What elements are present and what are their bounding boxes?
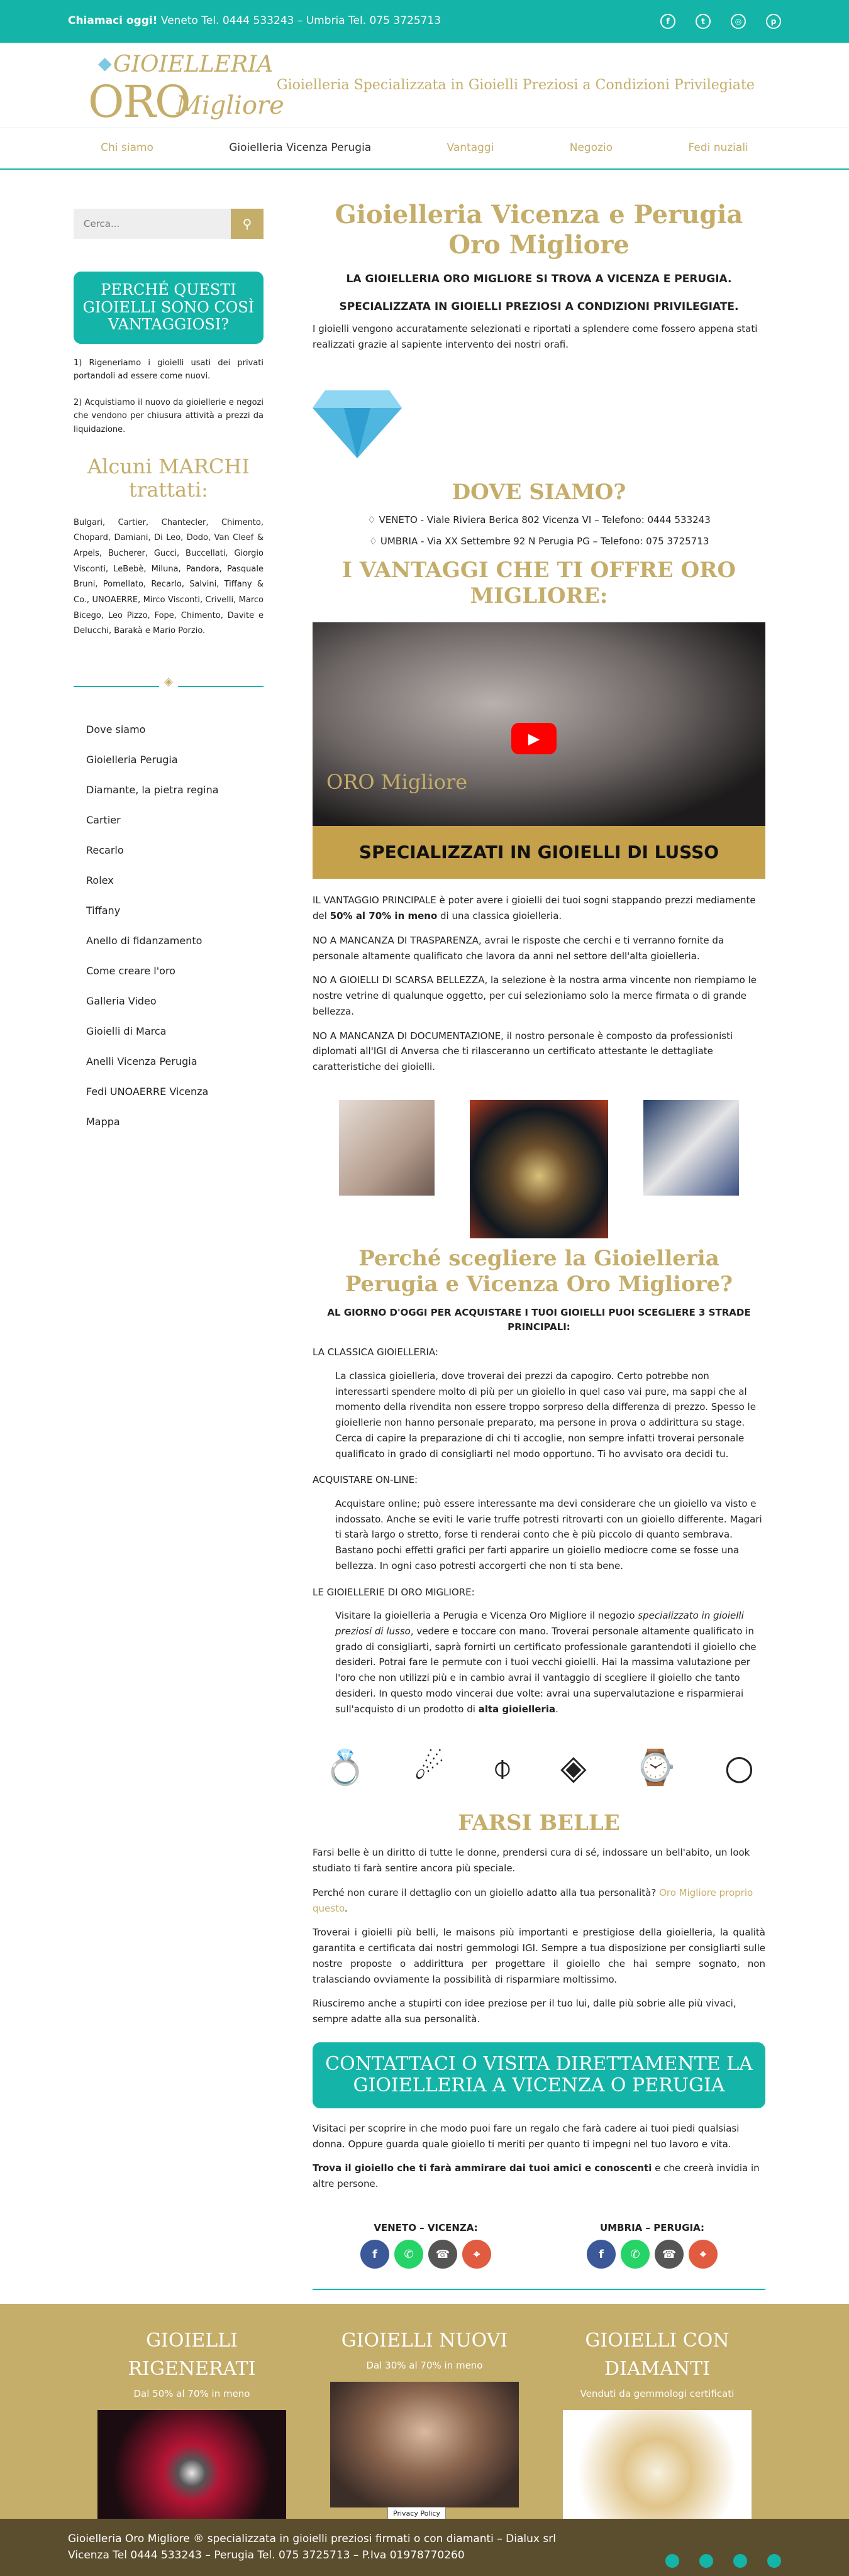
beauty-title: FARSI BELLE xyxy=(458,1810,620,1836)
oro-migliore-link[interactable]: Oro Migliore proprio questo xyxy=(313,1886,753,1914)
search-input[interactable] xyxy=(74,209,231,239)
menu-item[interactable]: Anelli Vicenza Perugia xyxy=(86,1055,197,1068)
menu-item[interactable]: Diamante, la pietra regina xyxy=(86,784,219,796)
pinterest-icon[interactable]: p xyxy=(766,14,781,29)
nav-chi-siamo[interactable]: Chi siamo xyxy=(101,141,153,155)
section-3-text: Visitare la gioielleria a Perugia e Vicenza Oro Migliore il negozio specializzato in gioielli preziosi di lusso, vedere e toccare con mano. Troverai personale altamente qualificato in grado di consigliarti, saprà fornirti un certificato professionale garantendoti il gioiello che desideri. Potrai fare le permute con i tuoi vecchi gioielli. Hai la massima valutazione per l'oro che non utilizzi più e in cambio avrai il vantaggio di scegliere il gioiello che tanto desideri. In questo modo vincerai due volte: avrai una supervalutazione e risparmierai sull'acquisto di un prodotto di alta gioielleria. xyxy=(335,1610,757,1715)
advantage-1: IL VANTAGGIO PRINCIPALE è poter avere i gioielli dei tuoi sogni stappando prezzi mediamente del 50% al 70% in meno di una classica gioielleria. xyxy=(313,894,756,922)
bottom-text-2: Vicenza Tel 0444 533243 – Perugia Tel. 075 3725713 – P.Iva 01978770260 xyxy=(68,2548,465,2562)
menu-item[interactable]: Fedi UNOAERRE Vicenza xyxy=(86,1086,209,1098)
promo-video[interactable] xyxy=(313,622,765,879)
menu-item[interactable]: Galleria Video xyxy=(86,995,157,1008)
phone-icon[interactable]: ☎ xyxy=(428,2240,457,2269)
section-3-title: LE GIOIELLERIE DI ORO MIGLIORE: xyxy=(313,1586,475,1598)
footer-promo xyxy=(0,2304,849,2519)
menu-item[interactable]: Dove siamo xyxy=(86,724,146,736)
contact-cta: CONTATTACI O VISITA DIRETTAMENTE LA GIOIELLERIA A VICENZA O PERUGIA xyxy=(313,2042,765,2108)
menu-item[interactable]: Gioielli di Marca xyxy=(86,1025,167,1038)
gem-necklace-icon: ◈ xyxy=(560,1748,587,1788)
menu-item[interactable]: Tiffany xyxy=(86,905,121,917)
why-box-title: PERCHÉ QUESTI GIOIELLI SONO COSÌ VANTAGGIOSI? xyxy=(74,272,264,344)
contact-veneto xyxy=(360,2221,491,2269)
why-choose-subtitle: AL GIORNO D'OGGI PER ACQUISTARE I TUOI GIOIELLI PUOI SCEGLIERE 3 STRADE PRINCIPALI: xyxy=(327,1307,751,1333)
why-reason-2: 2) Acquistiamo il nuovo da gioiellerie e negozi che vendono per chiusura attività a prezzi da liquidazione. xyxy=(74,397,264,434)
watch-icon: ⌚ xyxy=(634,1748,677,1788)
play-icon[interactable]: ▶ xyxy=(511,723,557,754)
facebook-icon[interactable]: f xyxy=(660,14,675,29)
beauty-text-3: Troverai i gioielli più belli, le maisons più importanti e prestigiose della gioielleria, la qualità garantita e certificata dai nostri gemmologi IGI. Sempre a tua disposizione per consigliarti sulle nostre proposte o addirittura per progettare il gioiello che hai sempre sognato, non tralasciando ovviamente la possibilità di risparmiare moltissimo. xyxy=(313,1927,765,1985)
video-logo: ORO Migliore xyxy=(326,770,468,795)
menu-item[interactable]: Anello di fidanzamento xyxy=(86,935,203,947)
bottom-bar xyxy=(0,2519,849,2576)
advantage-3: NO A GIOIELLI DI SCARSA BELLEZZA, la selezione è la nostra arma vincente non riempiamo le nostre vetrine di qualunque oggetto, per cui selezioniamo solo la merce firmata o di grande bellezza. xyxy=(313,974,757,1017)
phones-text: Veneto Tel. 0444 533243 – Umbria Tel. 075 3725713 xyxy=(157,14,441,28)
pinterest-icon[interactable] xyxy=(767,2554,781,2568)
twitter-icon[interactable]: t xyxy=(696,14,711,29)
divider-gem-icon: ◈ xyxy=(159,673,178,690)
location-icon: ♢ xyxy=(369,536,380,548)
photo-watch xyxy=(470,1100,608,1238)
contact-blocks xyxy=(313,2221,765,2269)
contact-umbria xyxy=(587,2221,718,2269)
location-icon: ♢ xyxy=(367,514,379,526)
jewelry-icons xyxy=(313,1742,765,1793)
footer-col-sub: Venduti da gemmologi certificati xyxy=(580,2388,735,2399)
necklace-icon: ○ xyxy=(724,1748,754,1788)
bottom-social xyxy=(665,2554,781,2568)
call-label: Chiamaci oggi! xyxy=(68,14,158,28)
sidebar-divider xyxy=(74,674,264,687)
map-icon[interactable]: ⌖ xyxy=(462,2240,491,2269)
location-umbria: ♢ UMBRIA - Via XX Settembre 92 N Perugia PG – Telefono: 075 3725713 xyxy=(369,536,709,548)
top-bar xyxy=(0,0,849,43)
footer-col-nuovi[interactable] xyxy=(330,2326,519,2519)
contact-phones xyxy=(68,13,441,30)
main-content xyxy=(313,200,765,2290)
intro-text: I gioielli vengono accuratamente selezionati e riportati a splendere come fossero appena stati realizzati grazie al sapiente intervento dei nostri orafi. xyxy=(313,323,758,350)
menu-item[interactable]: Rolex xyxy=(86,874,114,887)
photo-woman-earring xyxy=(339,1100,435,1196)
nav-gioielleria[interactable]: Gioielleria Vicenza Perugia xyxy=(229,141,372,155)
footer-col-title: GIOIELLI NUOVI xyxy=(341,2330,508,2352)
advantage-4: NO A MANCANZA DI DOCUMENTAZIONE, il nostro personale è composto da professionisti diplomati all'IGI di Anversa che ti rilasceranno un certificato attestante le dettagliate caratteristiche dei gioielli. xyxy=(313,1030,733,1073)
subtitle-1: LA GIOIELLERIA ORO MIGLIORE SI TROVA A VICENZA E PERUGIA. xyxy=(346,273,732,285)
advantage-2: NO A MANCANZA DI TRASPARENZA, avrai le risposte che cerchi e ti verranno fornite da personale altamente qualificato che lavora da anni nel settore dell'alta gioielleria. xyxy=(313,934,724,962)
subtitle-2: SPECIALIZZATA IN GIOIELLI PREZIOSI A CONDIZIONI PRIVILEGIATE. xyxy=(339,300,739,313)
logo-gem-icon: ◆ xyxy=(98,52,112,74)
menu-item[interactable]: Mappa xyxy=(86,1116,120,1128)
search-icon: ⚲ xyxy=(242,216,252,231)
facebook-icon[interactable]: f xyxy=(587,2240,616,2269)
instagram-icon[interactable]: ◎ xyxy=(731,14,746,29)
footer-col-diamanti[interactable] xyxy=(563,2326,752,2519)
brands-title: Alcuni MARCHI trattati: xyxy=(87,454,250,502)
contact-veneto-title: VENETO – VICENZA: xyxy=(374,2221,478,2233)
logo-top-text: GIOIELLERIA xyxy=(113,51,274,77)
section-2-text: Acquistare online; può essere interessante ma devi considerare che un gioiello va visto e indossato. Anche se eviti le varie truffe potresti ritrovarti con un gioiello differente. Magari ti starà largo o stretto, forse ti renderai conto che è più piccolo di quanto sembrava. Bastano pochi effetti grafici per farti apparire un gioiello mediocre come se fosse una bellezza. In ogni caso potresti accorgerti che non ti sta bene. xyxy=(335,1497,762,1571)
social-links xyxy=(660,14,781,29)
logo-sub-text: Migliore xyxy=(176,91,284,120)
menu-item[interactable]: Cartier xyxy=(86,814,121,827)
gold-watch-image xyxy=(563,2410,752,2536)
video-banner: SPECIALIZZATI IN GIOIELLI DI LUSSO xyxy=(313,826,765,879)
footer-col-sub: Dal 50% al 70% in meno xyxy=(133,2388,250,2399)
ring-box-image xyxy=(97,2410,286,2536)
menu-item[interactable]: Come creare l'oro xyxy=(86,965,175,977)
section-1-title: LA CLASSICA GIOIELLERIA: xyxy=(313,1346,438,1358)
contact-text-2: Trova il gioiello che ti farà ammirare dai tuoi amici e conoscenti e che creerà invidia in altre persone. xyxy=(313,2162,760,2190)
site-logo[interactable] xyxy=(88,48,284,128)
footer-col-title: GIOIELLI RIGENERATI xyxy=(128,2330,256,2380)
facebook-icon[interactable]: f xyxy=(360,2240,389,2269)
whatsapp-icon[interactable]: ✆ xyxy=(621,2240,650,2269)
why-reason-1: 1) Rigeneriamo i gioielli usati dei privati portandoli ad essere come nuovi. xyxy=(74,358,264,382)
search-form xyxy=(74,209,264,239)
phone-icon[interactable]: ☎ xyxy=(655,2240,684,2269)
bottom-text-1: Gioielleria Oro Migliore ® specializzata in gioielli preziosi firmati o con diamanti – Dialux srl xyxy=(68,2533,556,2545)
logo-main-text: ORO xyxy=(88,75,190,128)
nav-vantaggi[interactable]: Vantaggi xyxy=(447,141,494,155)
privacy-policy-button[interactable]: Privacy Policy xyxy=(387,2507,446,2521)
nav-negozio[interactable]: Negozio xyxy=(569,141,613,155)
facebook-icon[interactable] xyxy=(665,2554,679,2568)
nav-fedi-nuziali[interactable]: Fedi nuziali xyxy=(688,141,748,155)
woman-necklace-image xyxy=(330,2382,519,2507)
ring-icon: 💍 xyxy=(324,1748,367,1788)
photo-woman-blonde xyxy=(643,1100,739,1196)
footer-col-sub: Dal 30% al 70% in meno xyxy=(366,2360,483,2371)
earrings-icon: ☄ xyxy=(414,1748,445,1788)
brands-list: Bulgari, Cartier, Chantecler, Chimento, Chopard, Damiani, Di Leo, Dodo, Van Cleef & Arpels, Bucherer, Gucci, Buccellati, Giorgio Visconti, LeBebè, Miluna, Pandora, Pasquale Bruni, Pomellato, Recarlo, Salvini, Tiffany & Co., UNOAERRE, Mirco Visconti, Crivelli, Marco Bicego, Leo Pizzo, Fope, Chimento, Davite e Delucchi, Barakà e Mario Porzio. xyxy=(74,517,264,636)
beauty-text-2: Perché non curare il dettaglio con un gioiello adatto alla tua personalità? Oro Migliore proprio questo. xyxy=(313,1886,753,1914)
contact-text-1: Visitaci per scoprire in che modo puoi fare un regalo che farà cadere ai tuoi piedi qualsiasi donna. Oppure guarda quale gioiello ti meriti per quanto ti impegni nel tuo lavoro e vita. xyxy=(313,2122,740,2150)
beauty-text-4: Riusciremo anche a stupirti con idee preziose per il tuo lui, dalle più sobrie alle più vivaci, sempre adatte alla sua personalità. xyxy=(313,1998,736,2025)
where-title: DOVE SIAMO? xyxy=(452,480,626,505)
map-icon[interactable]: ⌖ xyxy=(689,2240,718,2269)
section-1-text: La classica gioielleria, dove troverai dei prezzi da capogiro. Certo potrebbe non interessarti spendere molto di più per un gioiello in quel caso vai pure, ma sappi che al momento della rivendita non essere troppo sorpreso della differenza di prezzo. Spesso le gioiellerie non hanno personale preparato, ma persone in prova o addirittura su stage. Cerca di capire la preparazione di chi ti accoglie, non sempre infatti troverai personale qualificato in grado di consigliarti nel modo opportuno. Ti ho avvisato ora decidi tu. xyxy=(335,1370,756,1460)
instagram-icon[interactable] xyxy=(733,2554,747,2568)
sidebar xyxy=(74,209,264,1137)
advantages-title: I VANTAGGI CHE TI OFFRE ORO MIGLIORE: xyxy=(342,557,736,608)
section-2-title: ACQUISTARE ON-LINE: xyxy=(313,1474,418,1486)
site-tagline: Gioielleria Specializzata in Gioielli Preziosi a Condizioni Privilegiate xyxy=(277,77,755,93)
sidebar-menu xyxy=(74,715,264,1137)
brand-header xyxy=(0,43,849,128)
footer-col-rigenerati[interactable] xyxy=(97,2326,286,2519)
why-choose-title: Perché scegliere la Gioielleria Perugia e Vicenza Oro Migliore? xyxy=(345,1245,733,1297)
menu-item[interactable]: Gioielleria Perugia xyxy=(86,754,178,766)
content-divider xyxy=(313,2289,765,2290)
whatsapp-icon[interactable]: ✆ xyxy=(394,2240,423,2269)
menu-item[interactable]: Recarlo xyxy=(86,844,124,857)
search-button[interactable] xyxy=(231,209,264,239)
footer-col-title: GIOIELLI CON DIAMANTI xyxy=(585,2330,730,2380)
location-veneto: ♢ VENETO - Viale Riviera Berica 802 Vicenza VI – Telefono: 0444 533243 xyxy=(367,514,711,526)
twitter-icon[interactable] xyxy=(699,2554,713,2568)
photo-gallery xyxy=(313,1100,765,1238)
bracelets-icon: ⌽ xyxy=(492,1748,513,1788)
beauty-text-1: Farsi belle è un diritto di tutte le donne, prendersi cura di sé, indossare un bell'abito, un look studiato ti farà sentire ancora più speciale. xyxy=(313,1847,750,1874)
contact-umbria-title: UMBRIA – PERUGIA: xyxy=(600,2221,704,2233)
page-title: Gioielleria Vicenza e Perugia Oro Migliore xyxy=(335,200,743,260)
diamond-icon xyxy=(313,384,402,458)
